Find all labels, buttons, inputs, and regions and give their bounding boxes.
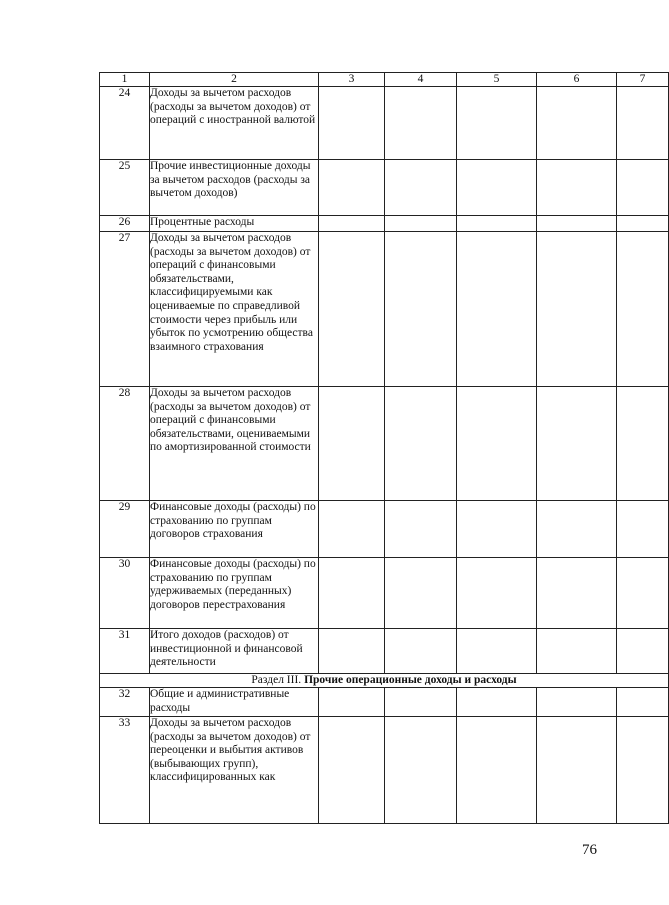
table-row — [100, 629, 669, 674]
section-row — [100, 674, 669, 688]
value-cell — [617, 717, 669, 824]
value-cell — [457, 558, 537, 629]
value-cell — [319, 387, 385, 501]
value-cell — [617, 688, 669, 717]
value-cell — [537, 87, 617, 160]
table-row — [100, 216, 669, 232]
value-cell — [385, 160, 457, 216]
value-cell — [385, 232, 457, 387]
value-cell — [385, 501, 457, 558]
value-cell — [457, 387, 537, 501]
row-number: 24 — [100, 87, 150, 160]
value-cell — [617, 160, 669, 216]
value-cell — [319, 558, 385, 629]
row-label: Финансовые доходы (расходы) по страхованию по группам удерживаемых (переданных) договоров перестрахования — [150, 558, 319, 629]
value-cell — [537, 717, 617, 824]
row-label: Процентные расходы — [150, 216, 319, 232]
value-cell — [457, 629, 537, 674]
value-cell — [319, 232, 385, 387]
row-label: Доходы за вычетом расходов (расходы за вычетом доходов) от операций с финансовыми обязательствами, оцениваемыми по амортизированной стоимости — [150, 387, 319, 501]
row-label: Итого доходов (расходов) от инвестиционной и финансовой деятельности — [150, 629, 319, 674]
row-number: 33 — [100, 717, 150, 824]
value-cell — [537, 387, 617, 501]
row-label: Финансовые доходы (расходы) по страхованию по группам договоров страхования — [150, 501, 319, 558]
row-number: 28 — [100, 387, 150, 501]
table-row — [100, 87, 669, 160]
value-cell — [617, 216, 669, 232]
column-header: 6 — [537, 73, 617, 87]
page-number: 76 — [582, 842, 597, 858]
value-cell — [537, 558, 617, 629]
row-label: Прочие инвестиционные доходы за вычетом расходов (расходы за вычетом доходов) — [150, 160, 319, 216]
value-cell — [457, 160, 537, 216]
value-cell — [617, 232, 669, 387]
table-row — [100, 558, 669, 629]
value-cell — [457, 688, 537, 717]
value-cell — [457, 87, 537, 160]
value-cell — [385, 558, 457, 629]
row-number: 25 — [100, 160, 150, 216]
value-cell — [319, 688, 385, 717]
section-prefix: Раздел III. — [251, 674, 302, 686]
value-cell — [537, 160, 617, 216]
value-cell — [617, 558, 669, 629]
value-cell — [457, 232, 537, 387]
value-cell — [617, 387, 669, 501]
value-cell — [537, 216, 617, 232]
value-cell — [537, 232, 617, 387]
table-row — [100, 387, 669, 501]
column-header: 3 — [319, 73, 385, 87]
table-row — [100, 688, 669, 717]
value-cell — [319, 160, 385, 216]
row-number: 31 — [100, 629, 150, 674]
column-header: 2 — [150, 73, 319, 87]
column-header: 4 — [385, 73, 457, 87]
value-cell — [617, 501, 669, 558]
row-number: 32 — [100, 688, 150, 717]
report-table — [99, 72, 669, 824]
value-cell — [457, 501, 537, 558]
row-label: Доходы за вычетом расходов (расходы за вычетом доходов) от переоценки и выбытия активов (выбывающих групп), классифицированных как — [150, 717, 319, 824]
value-cell — [457, 717, 537, 824]
value-cell — [385, 629, 457, 674]
column-header: 5 — [457, 73, 537, 87]
value-cell — [319, 717, 385, 824]
table-row — [100, 232, 669, 387]
value-cell — [537, 688, 617, 717]
table-row — [100, 717, 669, 824]
table-header-row — [100, 73, 669, 87]
row-number: 27 — [100, 232, 150, 387]
value-cell — [537, 629, 617, 674]
value-cell — [617, 87, 669, 160]
row-number: 29 — [100, 501, 150, 558]
value-cell — [319, 629, 385, 674]
value-cell — [537, 501, 617, 558]
value-cell — [385, 216, 457, 232]
column-header: 7 — [617, 73, 669, 87]
value-cell — [385, 688, 457, 717]
row-number: 26 — [100, 216, 150, 232]
row-label: Общие и административные расходы — [150, 688, 319, 717]
value-cell — [319, 501, 385, 558]
row-label: Доходы за вычетом расходов (расходы за вычетом доходов) от операций с иностранной валютой — [150, 87, 319, 160]
value-cell — [385, 387, 457, 501]
row-label: Доходы за вычетом расходов (расходы за вычетом доходов) от операций с финансовыми обязательствами, классифицируемыми как оцениваемые по справедливой стоимости через прибыль или убыток по усмотрению общества взаимного страхования — [150, 232, 319, 387]
value-cell — [457, 216, 537, 232]
row-number: 30 — [100, 558, 150, 629]
value-cell — [385, 717, 457, 824]
value-cell — [319, 87, 385, 160]
table-row — [100, 160, 669, 216]
section-title: Прочие операционные доходы и расходы — [304, 674, 517, 686]
table-row — [100, 501, 669, 558]
value-cell — [385, 87, 457, 160]
value-cell — [319, 216, 385, 232]
value-cell — [617, 629, 669, 674]
section-heading — [100, 674, 669, 688]
column-header: 1 — [100, 73, 150, 87]
